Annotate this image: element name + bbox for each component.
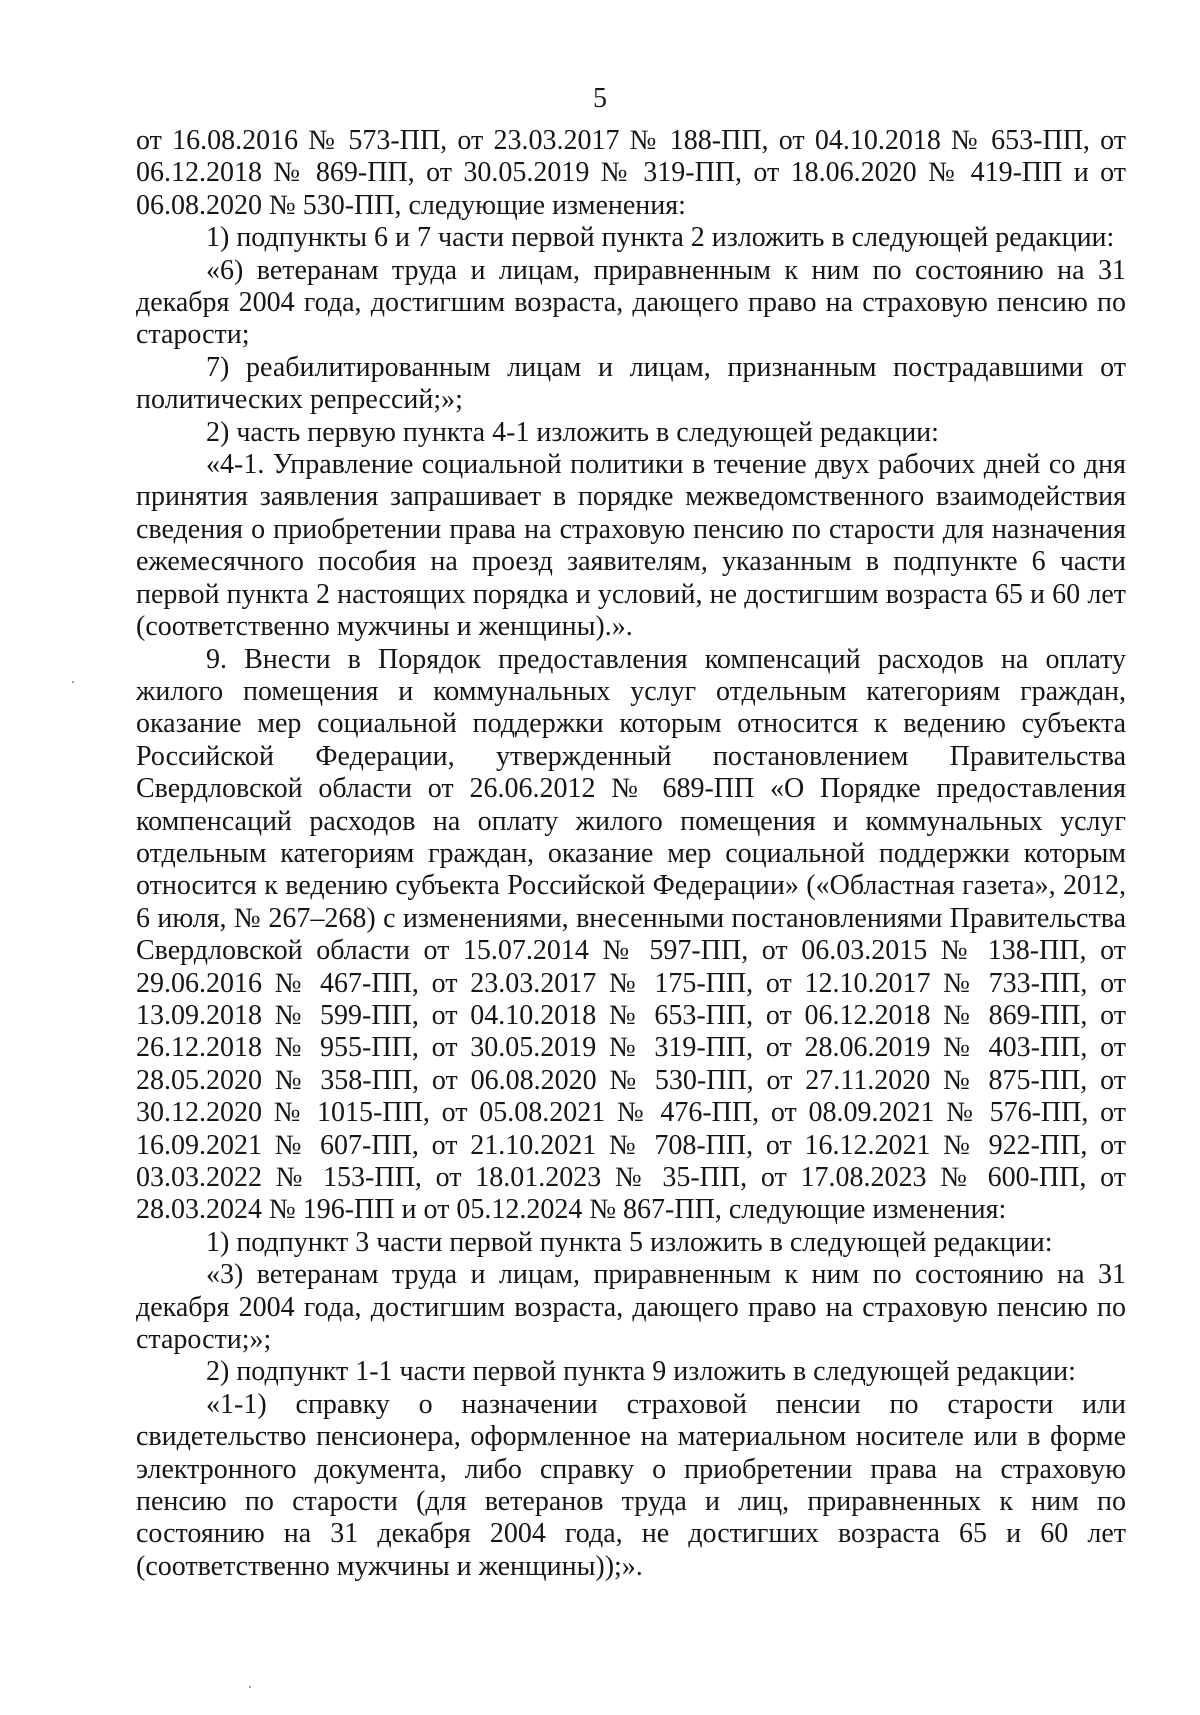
- paragraph-subitem-1-intro: 1) подпункты 6 и 7 части первой пункта 2 изложить в следующей редакции:: [206, 222, 1115, 254]
- page-number: 5: [593, 83, 607, 114]
- scan-speck: [249, 1686, 251, 1688]
- paragraph-section-9-subitem-1-1-text: «1-1) справку о назначении страховой пенсии по старости или свидетельство пенсионера, оформленное на материальном носителе или в форме электронного документа, либо справку о приобретении права на страховую пенсию по старости (для ветеранов труда и лиц, приравненных к ним по состоянию на 31 декабря 2004 года, не достигших возраста 65 и 60 лет (соответственно мужчины и женщины));».: [136, 1388, 1126, 1582]
- document-body: [136, 125, 1126, 1583]
- paragraph-subitem-6-text: «6) ветеранам труда и лицам, приравненным к ним по состоянию на 31 декабря 2004 года, достигшим возраста, дающего право на страховую пенсию по старости;: [136, 254, 1126, 351]
- paragraph-subitem-7-text: 7) реабилитированным лицам и лицам, признанным пострадавшими от политических репрессий;»;: [136, 351, 1126, 416]
- paragraph-continuation-amendment-dates: от 16.08.2016 № 573-ПП, от 23.03.2017 № 188-ПП, от 04.10.2018 № 653-ПП, от 06.12.2018 № 869-ПП, от 30.05.2019 № 319-ПП, от 18.06.2020 № 419-ПП и от 06.08.2020 № 530-ПП, следующие изменения:: [136, 125, 1126, 221]
- paragraph-point-4-1-text: «4-1. Управление социальной политики в течение двух рабочих дней со дня принятия заявления запрашивает в порядке межведомственного взаимодействия сведения о приобретении права на страховую пенсию по старости для назначения ежемесячного пособия на проезд заявителям, указанным в подпункте 6 части первой пункта 2 настоящих порядка и условий, не достигшим возраста 65 и 60 лет (соответственно мужчины и женщины).».: [136, 449, 1126, 643]
- paragraph-section-9-subitem-2-intro: 2) подпункт 1-1 части первой пункта 9 изложить в следующей редакции:: [206, 1356, 1076, 1388]
- paragraph-subitem-2-intro: 2) часть первую пункта 4-1 изложить в следующей редакции:: [206, 416, 939, 448]
- paragraph-section-9-subitem-3-text: «3) ветеранам труда и лицам, приравненным к ним по состоянию на 31 декабря 2004 года, достигшим возраста, дающего право на страховую пенсию по старости;»;: [136, 1259, 1126, 1356]
- scan-speck: [72, 681, 74, 683]
- paragraph-section-9: 9. Внести в Порядок предоставления компенсаций расходов на оплату жилого помещения и коммунальных услуг отдельным категориям граждан, оказание мер социальной поддержки которым относится к ведению субъекта Российской Федерации, утвержденный постановлением Правительства Свердловской области от 26.06.2012 № 689-ПП «О Порядке предоставления компенсаций расходов на оплату жилого помещения и коммунальных услуг отдельным категориям граждан, оказание мер социальной поддержки которым относится к ведению субъекта Российской Федерации» («Областная газета», 2012, 6 июля, № 267–268) с изменениями, внесенными постановлениями Правительства Свердловской области от 15.07.2014 № 597-ПП, от 06.03.2015 № 138-ПП, от 29.06.2016 № 467-ПП, от 23.03.2017 № 175-ПП, от 12.10.2017 № 733-ПП, от 13.09.2018 № 599-ПП, от 04.10.2018 № 653-ПП, от 06.12.2018 № 869-ПП, от 26.12.2018 № 955-ПП, от 30.05.2019 № 319-ПП, от 28.06.2019 № 403-ПП, от 28.05.2020 № 358-ПП, от 06.08.2020 № 530-ПП, от 27.11.2020 № 875-ПП, от 30.12.2020 № 1015-ПП, от 05.08.2021 № 476-ПП, от 08.09.2021 № 576-ПП, от 16.09.2021 № 607-ПП, от 21.10.2021 № 708-ПП, от 16.12.2021 № 922-ПП, от 03.03.2022 № 153-ПП, от 18.01.2023 № 35-ПП, от 17.08.2023 № 600-ПП, от 28.03.2024 № 196-ПП и от 05.12.2024 № 867-ПП, следующие изменения:: [136, 643, 1126, 1226]
- paragraph-section-9-subitem-1-intro: 1) подпункт 3 части первой пункта 5 изложить в следующей редакции:: [206, 1226, 1053, 1258]
